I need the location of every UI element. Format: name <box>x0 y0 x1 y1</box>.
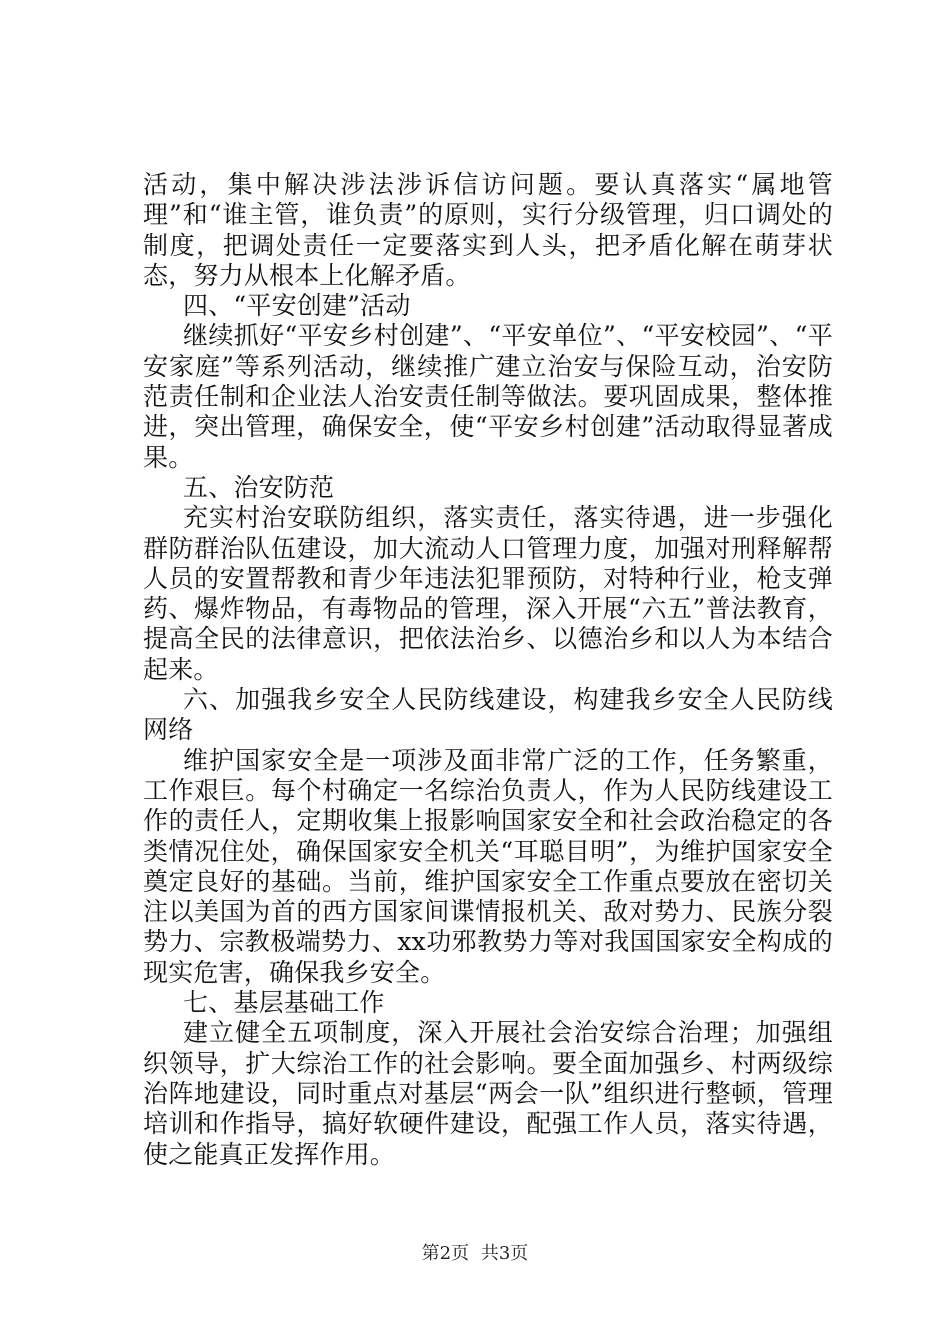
document-body <box>143 170 833 1170</box>
section-heading-7: 七、基层基础工作 <box>183 988 385 1018</box>
section-heading-6: 六、加强我乡安全人民防线建设，构建我乡安全人民防线网络 <box>143 685 833 745</box>
page-footer <box>0 1239 950 1265</box>
paragraph-section-6: 维护国家安全是一项涉及面非常广泛的工作，任务繁重，工作艰巨。每个村确定一名综治负责人，作为人民防线建设工作的责任人，定期收集上报影响国家安全和社会政治稳定的各类情况住处，确保国家安全机关“耳聪目明”，为维护国家安全奠定良好的基础。当前，维护国家安全工作重点要放在密切关注以美国为首的西方国家间谍情报机关、敌对势力、民族分裂势力、宗教极端势力、xx功邪教势力等对我国国家安全构成的现实危害，确保我乡安全。 <box>143 745 833 987</box>
page-number-total: 共3页 <box>480 1243 529 1264</box>
paragraph-section-5: 充实村治安联防组织，落实责任，落实待遇，进一步强化群防群治队伍建设，加大流动人口管理力度，加强对刑释解帮人员的安置帮教和青少年违法犯罪预防，对特种行业，枪支弹药、爆炸物品，有毒物品的管理，深入开展“六五”普法教育，提高全民的法律意识，把依法治乡、以德治乡和以人为本结合起来。 <box>143 503 833 684</box>
paragraph-section-4: 继续抓好“平安乡村创建”、“平安单位”、“平安校园”、“平安家庭”等系列活动，继续推广建立治安与保险互动，治安防范责任制和企业法人治安责任制等做法。要巩固成果，整体推进，突出管理，确保安全，使“平安乡村创建”活动取得显著成果。 <box>143 321 833 472</box>
section-heading-5: 五、治安防范 <box>183 472 335 502</box>
paragraph-section-7: 建立健全五项制度，深入开展社会治安综合治理；加强组织领导，扩大综治工作的社会影响。要全面加强乡、村两级综治阵地建设，同时重点对基层“两会一队”组织进行整顿，管理培训和作指导，搞好软硬件建设，配强工作人员，落实待遇，使之能真正发挥作用。 <box>143 1018 833 1169</box>
section-heading-4: 四、“平安创建”活动 <box>183 291 411 321</box>
page-number-current: 第2页 <box>421 1243 470 1264</box>
paragraph-continuation: 活动，集中解决涉法涉诉信访问题。要认真落实“属地管理”和“谁主管，谁负责”的原则，实行分级管理，归口调处的制度，把调处责任一定要落实到人头，把矛盾化解在萌芽状态，努力从根本上化解矛盾。 <box>143 170 833 290</box>
